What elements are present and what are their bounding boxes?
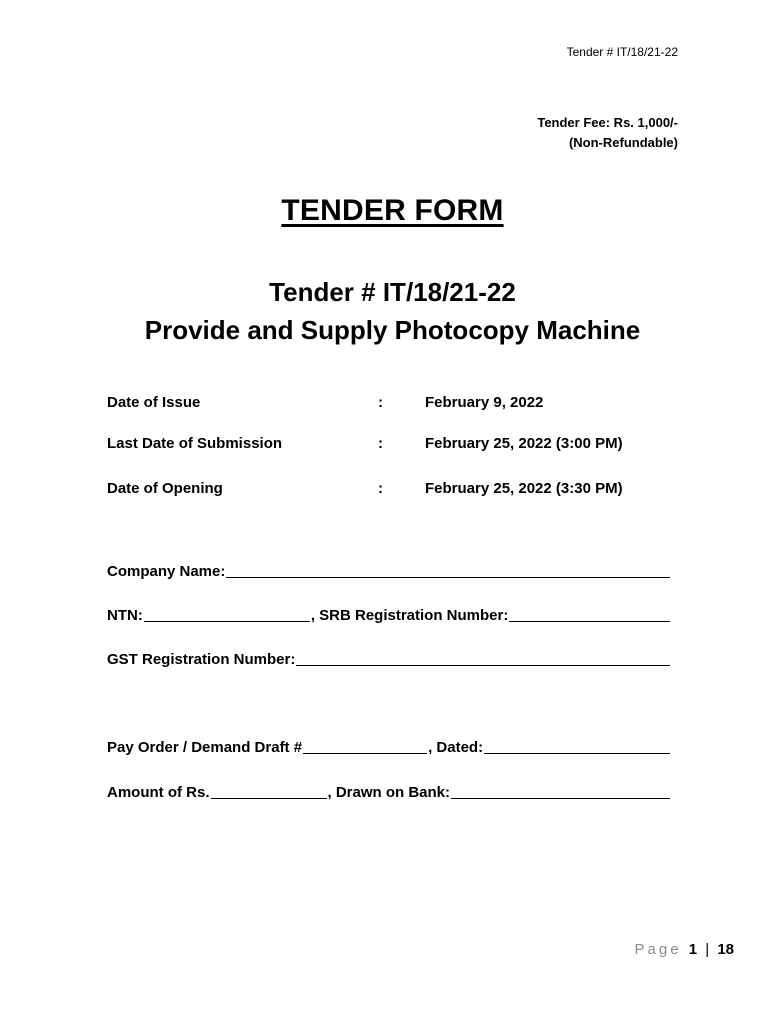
pay-order-label: Pay Order / Demand Draft #	[107, 739, 303, 756]
amount-blank[interactable]	[211, 784, 327, 799]
schedule-colon: :	[378, 480, 383, 497]
company-name-label: Company Name:	[107, 563, 226, 580]
ntn-srb-line	[107, 607, 671, 624]
gst-label: GST Registration Number:	[107, 651, 296, 668]
tender-number-heading: Tender # IT/18/21-22	[269, 277, 516, 307]
drawn-on-bank-blank[interactable]	[451, 784, 670, 799]
ntn-label: NTN:	[107, 607, 143, 624]
schedule-colon: :	[378, 394, 383, 411]
page-footer	[635, 941, 735, 958]
tender-fee-note: (Non-Refundable)	[568, 135, 678, 150]
srb-label: , SRB Registration Number:	[310, 607, 509, 624]
company-name-line	[107, 563, 671, 580]
header-tender-reference: Tender # IT/18/21-22	[566, 45, 678, 59]
form-title: TENDER FORM	[281, 194, 504, 227]
dated-blank[interactable]	[484, 739, 670, 754]
gst-line	[107, 651, 671, 668]
schedule-label: Date of Issue	[107, 394, 201, 411]
schedule-row-last-date-of-submission	[107, 435, 707, 457]
gst-blank[interactable]	[296, 651, 670, 666]
page-number: 1	[688, 941, 698, 958]
drawn-on-bank-label: , Drawn on Bank:	[327, 784, 451, 801]
amount-label: Amount of Rs.	[107, 784, 210, 801]
amount-line	[107, 784, 671, 801]
schedule-label: Last Date of Submission	[107, 435, 283, 452]
company-name-blank[interactable]	[226, 563, 670, 578]
page-total: 18	[717, 941, 734, 958]
schedule-value: February 25, 2022 (3:00 PM)	[425, 435, 623, 452]
page-separator: |	[705, 941, 710, 958]
pay-order-blank[interactable]	[303, 739, 427, 754]
pay-order-line	[107, 739, 671, 756]
schedule-label: Date of Opening	[107, 480, 223, 497]
dated-label: , Dated:	[428, 739, 484, 756]
srb-blank[interactable]	[509, 607, 670, 622]
schedule-row-date-of-issue	[107, 394, 707, 416]
schedule-colon: :	[378, 435, 383, 452]
tender-fee-block	[537, 113, 678, 153]
page-word: Page	[634, 941, 682, 958]
ntn-blank[interactable]	[144, 607, 310, 622]
tender-fee-amount: Tender Fee: Rs. 1,000/-	[537, 115, 678, 130]
schedule-value: February 9, 2022	[425, 394, 544, 411]
schedule-value: February 25, 2022 (3:30 PM)	[425, 480, 623, 497]
tender-subject-heading: Provide and Supply Photocopy Machine	[144, 315, 641, 345]
schedule-row-date-of-opening	[107, 480, 707, 502]
